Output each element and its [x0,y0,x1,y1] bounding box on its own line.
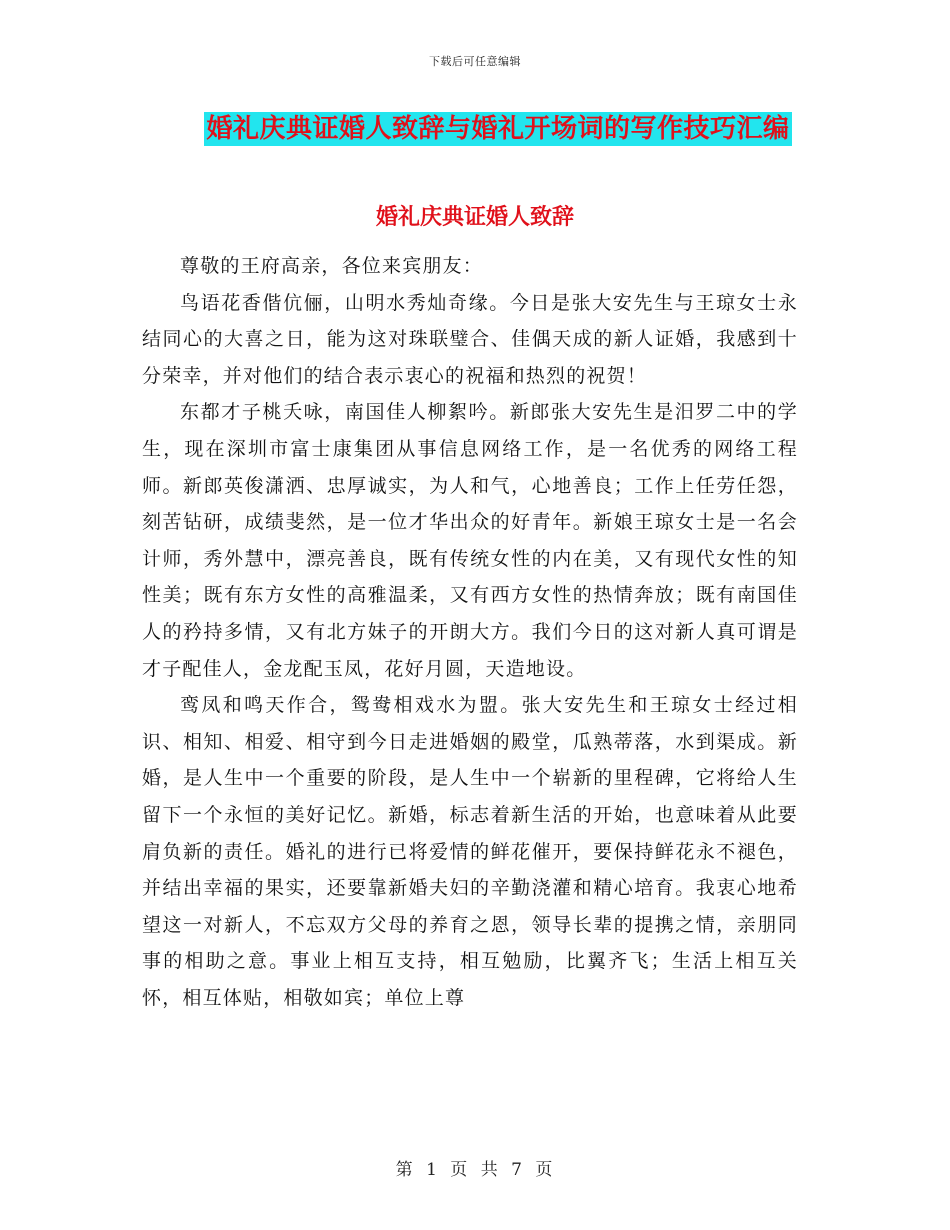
page-indicator: 第 1 页 共 7 页 [395,1160,555,1180]
document-title: 婚礼庆典证婚人致辞与婚礼开场词的写作技巧汇编 [206,114,790,144]
body-text [142,248,798,1016]
body-paragraph: 鸾凤和鸣天作合，鸳鸯相戏水为盟。张大安先生和王琼女士经过相识、相知、相爱、相守到今日走进婚姻的殿堂，瓜熟蒂落，水到渠成。新婚，是人生中一个重要的阶段，是人生中一个崭新的里程碑，它将给人生留下一个永恒的美好记忆。新婚，标志着新生活的开始，也意味着从此要肩负新的责任。婚礼的进行已将爱情的鲜花催开，要保持鲜花永不褪色，并结出幸福的果实，还要靠新婚夫妇的辛勤浇灌和精心培育。我衷心地希望这一对新人，不忘双方父母的养育之恩，领导长辈的提携之情，亲朋同事的相助之意。事业上相互支持，相互勉励，比翼齐飞；生活上相互关怀，相互体贴，相敬如宾；单位上尊 [142,694,798,1009]
body-paragraph: 东都才子桃夭咏，南国佳人柳絮吟。新郎张大安先生是汨罗二中的学生，现在深圳市富士康集团从事信息网络工作，是一名优秀的网络工程师。新郎英俊潇洒、忠厚诚实，为人和气，心地善良；工作上任劳任怨，刻苦钻研，成绩斐然，是一位才华出众的好青年。新娘王琼女士是一名会计师，秀外慧中，漂亮善良，既有传统女性的内在美，又有现代女性的知性美；既有东方女性的高雅温柔，又有西方女性的热情奔放；既有南国佳人的矜持多情，又有北方妹子的开朗大方。我们今日的这对新人真可谓是才子配佳人，金龙配玉凤，花好月圆，天造地设。 [142,401,798,680]
section-title: 婚礼庆典证婚人致辞 [375,204,574,230]
document-title-container [0,112,950,146]
salutation-paragraph: 尊敬的王府高亲，各位来宾朋友： [180,255,484,277]
header-note: 下载后可任意编辑 [429,55,521,68]
body-paragraph: 鸟语花香偕伉俪，山明水秀灿奇缘。今日是张大安先生与王琼女士永结同心的大喜之日，能为这对珠联璧合、佳偶天成的新人证婚，我感到十分荣幸，并对他们的结合表示衷心的祝福和热烈的祝贺！ [142,291,798,387]
